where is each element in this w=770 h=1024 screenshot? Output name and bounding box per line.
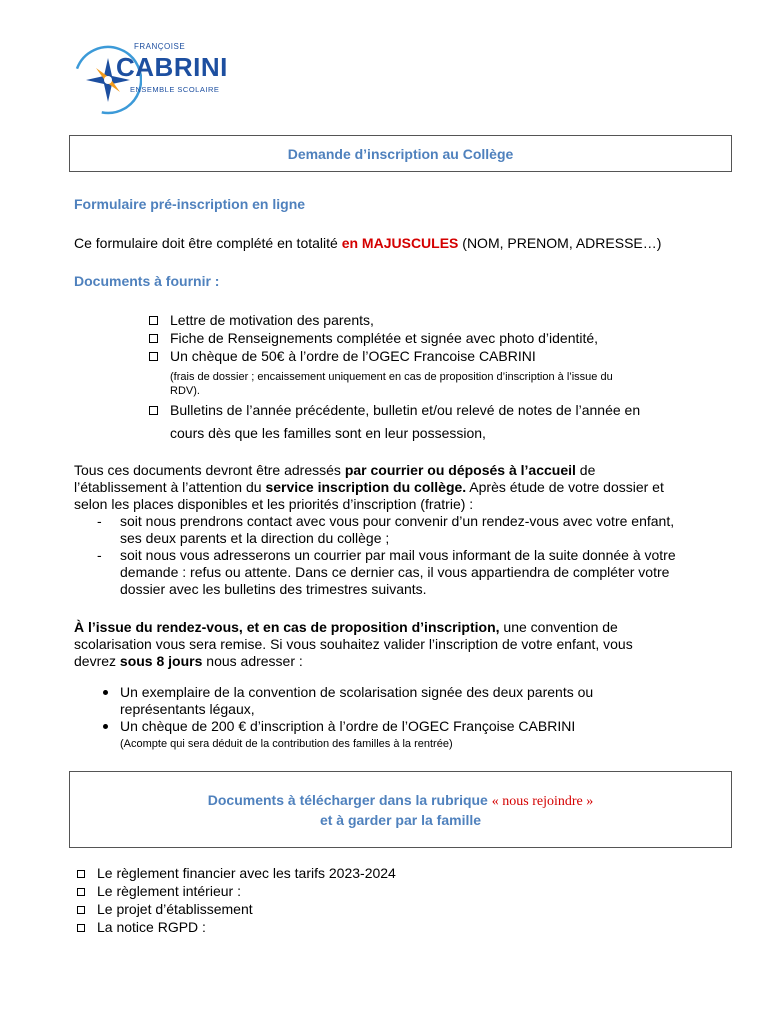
para1-text: Après étude de votre dossier et bbox=[466, 479, 664, 495]
document-item: Lettre de motivation des parents, bbox=[170, 312, 374, 328]
download-box-line1 bbox=[70, 792, 731, 810]
logo-pretitle: FRANÇOISE bbox=[134, 42, 186, 51]
title-box bbox=[69, 135, 732, 172]
checkbox[interactable] bbox=[77, 924, 85, 932]
bulletins-line1: Bulletins de l’année précédente, bulletin et/ou relevé de notes de l’année en bbox=[170, 402, 641, 418]
fees-note-line2: RDV). bbox=[170, 385, 200, 397]
page-title: Demande d’inscription au Collège bbox=[287, 145, 514, 162]
para1-line2 bbox=[74, 479, 664, 496]
para1-bold: service inscription du collège. bbox=[265, 479, 467, 495]
para2-text: une convention de bbox=[499, 619, 618, 635]
requirement-line: Un chèque de 200 € d’inscription à l’ordre de l’OGEC Françoise CABRINI bbox=[120, 718, 576, 734]
bulletins-line2: cours dès que les familles sont en leur possession, bbox=[170, 425, 486, 441]
para2-bold: À l’issue du rendez-vous, et en cas de proposition d’inscription, bbox=[74, 619, 500, 635]
para2-text: devrez bbox=[74, 653, 120, 669]
intro-text bbox=[74, 235, 661, 252]
fees-note-line1: (frais de dossier ; encaissement uniquement en cas de proposition d’inscription à l’issue du bbox=[170, 371, 613, 383]
option-line: dossier avec les bulletins des trimestres suivants. bbox=[120, 581, 427, 597]
download-box bbox=[69, 771, 732, 848]
deposit-note: (Acompte qui sera déduit de la contribution des familles à la rentrée) bbox=[120, 738, 453, 750]
school-logo bbox=[72, 40, 232, 118]
para1-text: Tous ces documents devront être adressés bbox=[74, 462, 345, 478]
dash-marker: - bbox=[97, 547, 102, 563]
para1-bold: par courrier ou déposés à l’accueil bbox=[344, 462, 576, 478]
checkbox[interactable] bbox=[149, 352, 158, 361]
intro-highlight: en MAJUSCULES bbox=[341, 235, 459, 251]
option-line: demande : refus ou attente. Dans ce dernier cas, il vous appartiendra de compléter votre bbox=[120, 564, 670, 580]
bullet-marker bbox=[103, 690, 108, 695]
download-item: Le règlement intérieur : bbox=[97, 883, 241, 899]
para1-text: de bbox=[575, 462, 596, 478]
download-box-line2: et à garder par la famille bbox=[319, 812, 482, 828]
checkbox[interactable] bbox=[77, 870, 85, 878]
download-box-text: Documents à télécharger dans la rubrique bbox=[207, 792, 492, 808]
download-item: Le règlement financier avec les tarifs 2023-2024 bbox=[97, 865, 396, 881]
requirement-line: Un exemplaire de la convention de scolarisation signée des deux parents ou bbox=[120, 684, 594, 700]
nous-rejoindre-link[interactable]: « nous rejoindre » bbox=[491, 794, 594, 809]
para2-bold: sous 8 jours bbox=[119, 653, 203, 669]
logo-subtitle: ENSEMBLE SCOLAIRE bbox=[130, 85, 220, 94]
para1-text: l’établissement à l’attention du bbox=[74, 479, 266, 495]
document-item: Un chèque de 50€ à l’ordre de l’OGEC Francoise CABRINI bbox=[170, 348, 536, 364]
para2-line3 bbox=[74, 653, 303, 670]
download-item: La notice RGPD : bbox=[97, 919, 206, 935]
option-line: soit nous vous adresserons un courrier par mail vous informant de la suite donnée à votre bbox=[120, 547, 676, 563]
section-title-form: Formulaire pré-inscription en ligne bbox=[74, 196, 306, 212]
intro-before: Ce formulaire doit être complété en totalité bbox=[74, 235, 342, 251]
checkbox[interactable] bbox=[149, 316, 158, 325]
document-item: Fiche de Renseignements complétée et signée avec photo d’identité, bbox=[170, 330, 599, 346]
intro-after: (NOM, PRENOM, ADRESSE…) bbox=[458, 235, 662, 251]
para1-line1 bbox=[74, 462, 724, 479]
para2-line2: scolarisation vous sera remise. Si vous souhaitez valider l’inscription de votre enfant, vous bbox=[74, 636, 633, 652]
option-line: soit nous prendrons contact avec vous pour convenir d’un rendez-vous avec votre enfant, bbox=[120, 513, 675, 529]
checkbox[interactable] bbox=[77, 888, 85, 896]
checkbox[interactable] bbox=[149, 334, 158, 343]
logo-name: CABRINI bbox=[116, 52, 228, 82]
para1-line3: selon les places disponibles et les priorités d’inscription (fratrie) : bbox=[74, 496, 474, 512]
bullet-marker bbox=[103, 724, 108, 729]
section-title-documents: Documents à fournir : bbox=[74, 273, 220, 289]
checkbox[interactable] bbox=[77, 906, 85, 914]
download-item: Le projet d’établissement bbox=[97, 901, 253, 917]
para2-line1 bbox=[74, 619, 618, 636]
dash-marker: - bbox=[97, 513, 102, 529]
checkbox[interactable] bbox=[149, 406, 158, 415]
para2-text: nous adresser : bbox=[202, 653, 303, 669]
requirement-line: représentants légaux, bbox=[120, 701, 255, 717]
option-line: ses deux parents et la direction du collège ; bbox=[120, 530, 390, 546]
